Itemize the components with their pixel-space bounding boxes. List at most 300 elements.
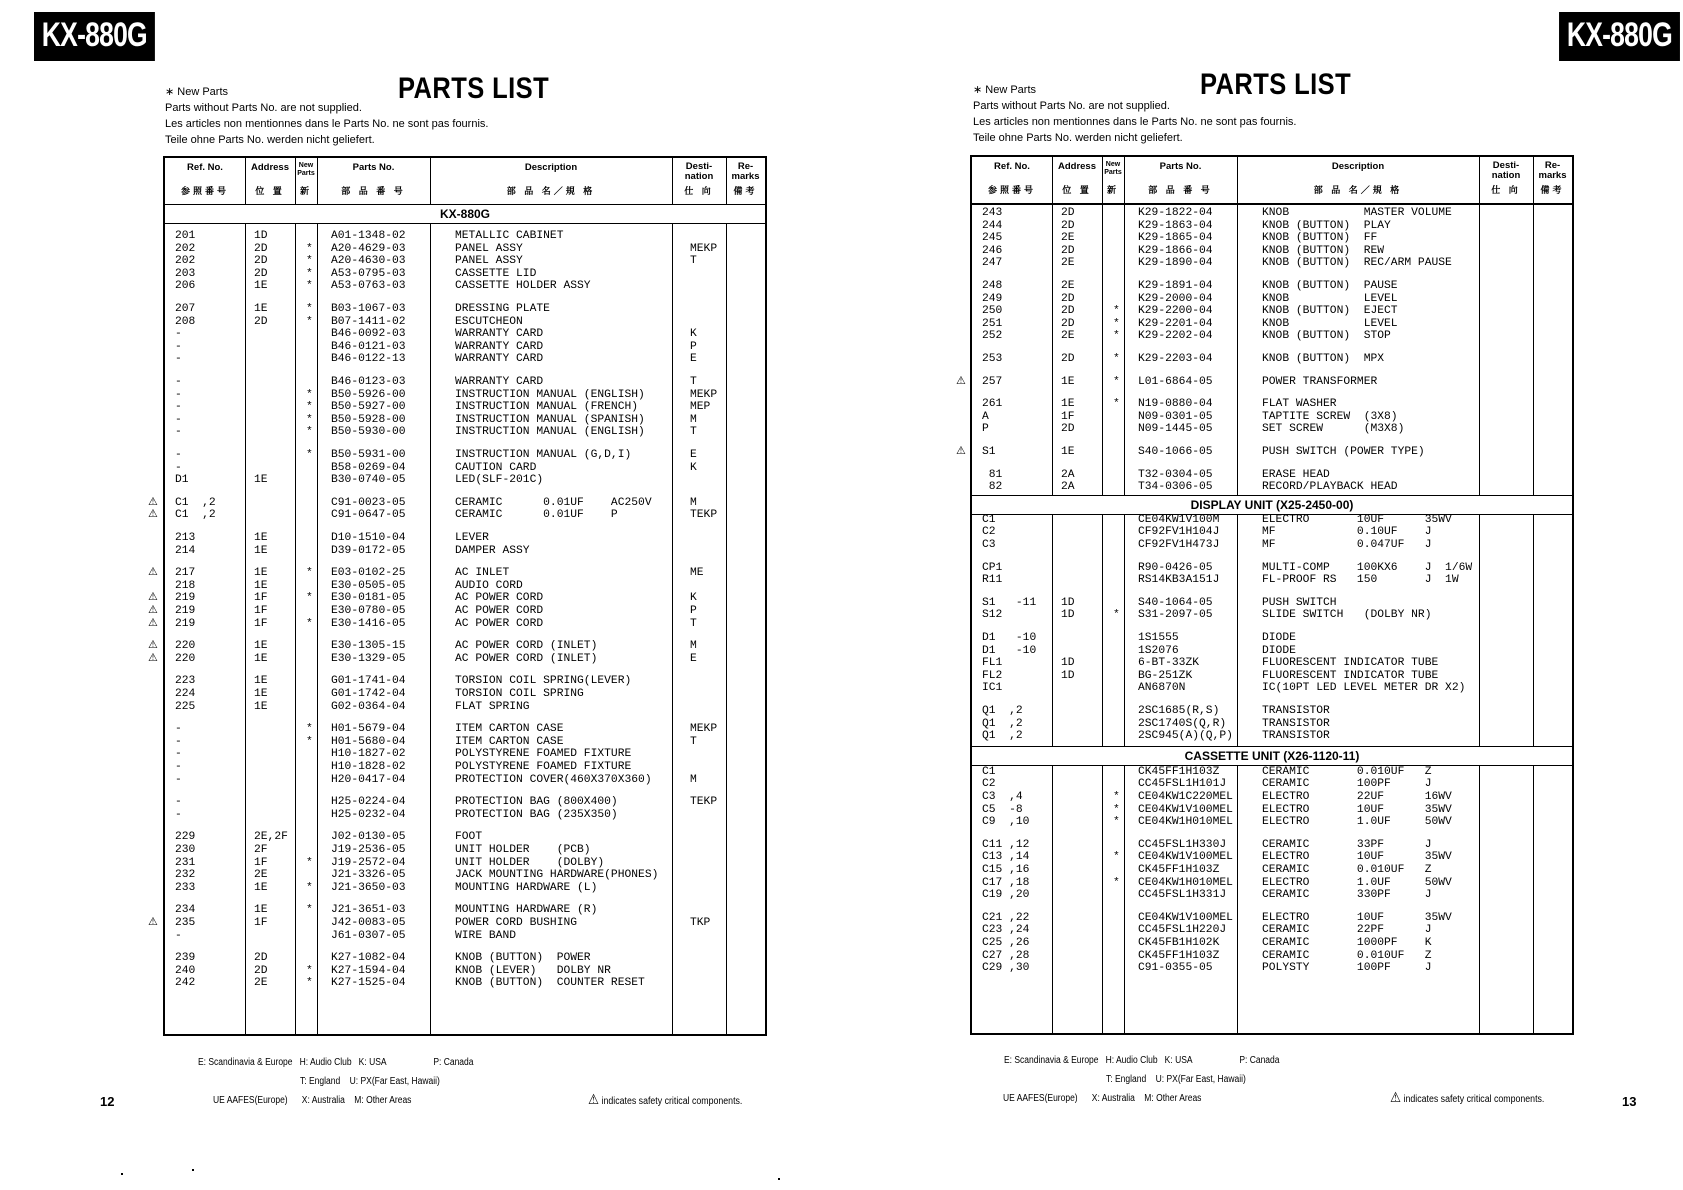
destination-cell: T [690, 735, 697, 748]
table-row [165, 796, 765, 809]
description-cell: WARRANTY CARD [455, 376, 544, 388]
part-number-cell: G02-0364-04 [331, 700, 406, 713]
ref-cell: 201 [175, 230, 196, 242]
footer-line-3 [213, 1094, 411, 1108]
part-number-cell: N09-0301-05 [1138, 410, 1213, 423]
destination-cell: E [690, 449, 697, 461]
col-description-label: Description [524, 162, 578, 173]
description-cell: RECORD/PLAYBACK HEAD [1262, 481, 1398, 494]
safety-warning-icon: ⚠ [148, 566, 158, 579]
new-mark-cell: * [306, 964, 313, 977]
address-cell: 2D [254, 964, 268, 977]
new-mark-cell: * [306, 388, 313, 401]
speck [121, 1173, 123, 1175]
address-cell: 2E [254, 977, 268, 990]
address-cell: 2D [1061, 353, 1075, 365]
new-mark-cell: * [306, 242, 313, 255]
table-row [972, 682, 1572, 695]
description-cell: POWER CORD BUSHING [455, 917, 578, 929]
ref-cell: R11 [982, 574, 1003, 587]
ref-cell: Q1 ,2 [982, 705, 1023, 717]
address-cell: 1E [1061, 398, 1075, 411]
address-cell: 1E [254, 688, 268, 700]
dest-u: U: PX(Far East, Hawaii) [1155, 1074, 1246, 1085]
col-ref-label: Ref. No. [187, 162, 223, 173]
col-address-label-jp: 位 置 [1062, 185, 1092, 195]
new-mark-cell: * [306, 904, 313, 917]
ref-cell: C19 ,20 [982, 889, 1030, 902]
destination-cell: T [690, 617, 697, 630]
col-new-label-jp: 新 [1106, 185, 1119, 195]
ref-cell: 232 [175, 869, 196, 882]
table-row [165, 869, 765, 882]
description-cell: ELECTRO 10UF 35WV [1262, 851, 1452, 864]
description-cell: ITEM CARTON CASE [455, 735, 564, 748]
ref-cell: C27 ,28 [982, 949, 1030, 962]
part-number-cell: K29-2200-04 [1138, 305, 1213, 318]
right-page [860, 0, 1680, 1190]
ref-cell: 252 [982, 330, 1003, 343]
part-number-cell: E03-0102-25 [331, 567, 406, 580]
table-row [972, 632, 1572, 645]
french-note: Les articles non mentionnes dans le Parts No. ne sont pas fournis. [165, 118, 489, 130]
part-number-cell: S40-1064-05 [1138, 596, 1213, 609]
table-row [165, 532, 765, 545]
description-cell: PROTECTION BAG (800X400) [455, 796, 618, 809]
part-number-cell: H10-1827-02 [331, 748, 406, 761]
french-note: Les articles non mentionnes dans le Parts No. ne sont pas fournis. [973, 116, 1297, 128]
dest-h: H: Audio Club [1105, 1055, 1158, 1066]
col-description-label: Description [1331, 161, 1385, 172]
ref-cell: 203 [175, 267, 196, 280]
description-cell: KNOB LEVEL [1262, 292, 1398, 305]
description-cell: MOUNTING HARDWARE (R) [455, 904, 598, 917]
description-cell: CERAMIC 0.010UF Z [1262, 949, 1432, 962]
part-number-cell: A53-0763-03 [331, 280, 406, 293]
part-number-cell: B50-5930-00 [331, 426, 406, 439]
table-row [165, 774, 765, 787]
col-new-label: New Parts [297, 162, 315, 177]
ref-cell: 202 [175, 242, 196, 255]
dest-ue: UE AAFES(Europe) [213, 1095, 288, 1106]
description-cell: MOUNTING HARDWARE (L) [455, 881, 598, 894]
dest-x: X: Australia [1091, 1093, 1135, 1104]
description-cell: KNOB (BUTTON) COUNTER RESET [455, 977, 645, 990]
not-supplied-note: Parts without Parts No. are not supplied. [165, 102, 362, 114]
new-parts-note: ∗ New Parts [973, 84, 1037, 96]
table-row [972, 305, 1572, 318]
description-cell: AUDIO CORD [455, 579, 523, 592]
destination-cell: K [690, 328, 697, 341]
part-number-cell: K27-1525-04 [331, 977, 406, 990]
new-mark-cell: * [306, 723, 313, 736]
part-number-cell: CE04KW1C220MEL [1138, 791, 1233, 803]
description-cell: AC POWER CORD [455, 617, 544, 630]
description-cell: AC POWER CORD [455, 592, 544, 605]
description-cell: LEVER [455, 532, 489, 544]
description-cell: WARRANTY CARD [455, 328, 544, 341]
part-number-cell: S40-1066-05 [1138, 446, 1213, 458]
col-destination-label: Desti- nation [684, 161, 714, 182]
description-cell: PANEL ASSY [455, 255, 523, 268]
ref-cell: 223 [175, 675, 196, 688]
ref-cell: 225 [175, 700, 196, 713]
address-cell: 1E [254, 881, 268, 894]
description-cell: AC POWER CORD (INLET) [455, 652, 598, 665]
ref-cell: C23 ,24 [982, 924, 1030, 937]
description-cell: AC INLET [455, 567, 510, 580]
ref-cell: 240 [175, 964, 196, 977]
dest-p: P: Canada [433, 1057, 474, 1068]
description-cell: INSTRUCTION MANUAL (ENGLISH) [455, 388, 645, 401]
part-number-cell: 6-BT-33ZK [1138, 657, 1200, 670]
ref-cell: C2 [982, 526, 996, 539]
dest-m: M: Other Areas [1144, 1093, 1202, 1104]
description-cell: ELECTRO 10UF 35WV [1262, 803, 1452, 816]
table-row [165, 857, 765, 870]
table-row [165, 567, 765, 580]
table-row [165, 341, 765, 354]
address-cell: 2E [254, 869, 268, 882]
description-cell: WIRE BAND [455, 929, 517, 942]
ref-cell: CP1 [982, 561, 1003, 574]
new-mark-cell: * [1113, 317, 1120, 330]
ref-cell: 242 [175, 977, 196, 990]
address-cell: 1F [254, 605, 268, 617]
page-number: 12 [100, 1094, 115, 1109]
part-number-cell: J42-0083-05 [331, 917, 406, 929]
description-cell: DRESSING PLATE [455, 303, 550, 315]
part-number-cell: E30-1305-15 [331, 640, 406, 653]
ref-cell: D1 -10 [982, 644, 1037, 657]
dest-t: T: England [300, 1076, 341, 1087]
safety-warning-icon: ⚠ [148, 916, 158, 928]
footer-line-2 [300, 1075, 440, 1089]
destination-cell: P [690, 605, 697, 617]
part-number-cell: K29-2201-04 [1138, 317, 1213, 330]
part-number-cell: K29-2000-04 [1138, 292, 1213, 305]
dest-u: U: PX(Far East, Hawaii) [349, 1076, 440, 1087]
description-cell: METALLIC CABINET [455, 230, 564, 242]
part-number-cell: H25-0232-04 [331, 808, 406, 821]
address-cell: 2D [254, 267, 268, 280]
new-mark-cell: * [1113, 305, 1120, 318]
part-number-cell: D10-1510-04 [331, 532, 406, 544]
parts-table [970, 155, 1574, 1035]
part-number-cell: B07-1411-02 [331, 315, 406, 328]
table-row [972, 330, 1572, 343]
ref-cell: IC1 [982, 682, 1003, 695]
ref-cell: C1 ,2 [175, 509, 216, 522]
ref-cell: 218 [175, 579, 196, 592]
table-row [972, 597, 1572, 610]
part-number-cell: CE04KW1H010MEL [1138, 816, 1233, 829]
description-cell: DAMPER ASSY [455, 544, 530, 557]
description-cell: CERAMIC 33PF J [1262, 838, 1432, 851]
part-number-cell: D39-0172-05 [331, 544, 406, 557]
description-cell: CAUTION CARD [455, 461, 537, 474]
part-number-cell: R90-0426-05 [1138, 561, 1213, 574]
parts-table [163, 156, 767, 1036]
part-number-cell: 1S2076 [1138, 644, 1179, 657]
new-mark-cell: * [306, 856, 313, 869]
part-number-cell: K29-1863-04 [1138, 219, 1213, 232]
address-cell: 2D [1061, 207, 1075, 219]
description-cell: CERAMIC 330PF J [1262, 889, 1432, 902]
warning-icon: ⚠ [588, 1091, 600, 1107]
table-row [972, 924, 1572, 937]
safety-warning-icon: ⚠ [148, 604, 158, 616]
part-number-cell: K29-1890-04 [1138, 257, 1213, 270]
new-mark-cell: * [306, 977, 313, 990]
part-number-cell: J21-3326-05 [331, 869, 406, 882]
model-badge: KX-880G [34, 12, 155, 61]
part-number-cell: 2SC1740S(Q,R) [1138, 717, 1227, 730]
description-cell: ERASE HEAD [1262, 468, 1330, 481]
ref-cell: C1 [982, 765, 996, 778]
address-cell: 1E [254, 567, 268, 580]
part-number-cell: A01-1348-02 [331, 230, 406, 242]
part-number-cell: C91-0023-05 [331, 496, 406, 509]
ref-cell: 253 [982, 353, 1003, 365]
table-row [165, 316, 765, 329]
description-cell: SET SCREW (M3X8) [1262, 423, 1405, 436]
new-mark-cell: * [1113, 375, 1120, 388]
ref-cell: 251 [982, 317, 1003, 330]
ref-cell: FL1 [982, 657, 1003, 670]
description-cell: TRANSISTOR [1262, 705, 1330, 717]
description-cell: PROTECTION BAG (235X350) [455, 808, 618, 821]
part-number-cell: CK45FB1H102K [1138, 937, 1220, 949]
part-number-cell: E30-1416-05 [331, 617, 406, 630]
part-number-cell: CE04KW1H010MEL [1138, 876, 1233, 889]
part-number-cell: B46-0092-03 [331, 328, 406, 341]
table-row [165, 736, 765, 749]
safety-warning-icon: ⚠ [148, 616, 158, 629]
ref-cell: 250 [982, 305, 1003, 318]
new-mark-cell: * [306, 315, 313, 328]
description-cell: TORSION COIL SPRING [455, 688, 584, 700]
table-row [165, 230, 765, 243]
description-cell: PROTECTION COVER(460X370X360) [455, 773, 652, 786]
ref-cell: 248 [982, 280, 1003, 292]
ref-cell: 230 [175, 844, 196, 856]
description-cell: KNOB (BUTTON) MPX [1262, 353, 1385, 365]
table-row [972, 446, 1572, 459]
part-number-cell: CC45FSL1H101J [1138, 778, 1227, 791]
ref-cell: 247 [982, 257, 1003, 270]
ref-cell: 219 [175, 605, 196, 617]
new-mark-cell: * [306, 267, 313, 280]
ref-cell: FL2 [982, 669, 1003, 682]
destination-cell: M [690, 496, 697, 509]
description-cell: FL-PROOF RS 150 J 1W [1262, 574, 1459, 587]
ref-cell: 231 [175, 856, 196, 869]
ref-cell: 81 [982, 468, 1003, 481]
address-cell: 1E [1061, 446, 1075, 458]
table-row [972, 207, 1572, 220]
part-number-cell: CE04KW1V100MEL [1138, 851, 1233, 864]
new-mark-cell: * [306, 303, 313, 315]
description-cell: KNOB (BUTTON) POWER [455, 952, 591, 965]
table-row [165, 462, 765, 475]
part-number-cell: B50-5931-00 [331, 449, 406, 461]
part-number-cell: B03-1067-03 [331, 303, 406, 315]
col-destination-label-jp: 仕 向 [1491, 185, 1521, 195]
part-number-cell: B50-5927-00 [331, 401, 406, 414]
table-row [972, 245, 1572, 258]
part-number-cell: K29-2203-04 [1138, 353, 1213, 365]
ref-cell: D1 -10 [982, 632, 1037, 644]
description-cell: UNIT HOLDER (DOLBY) [455, 856, 605, 869]
table-row [165, 497, 765, 510]
part-number-cell: 2SC945(A)(Q,P) [1138, 730, 1233, 743]
part-number-cell: T34-0306-05 [1138, 481, 1213, 494]
table-row [972, 469, 1572, 482]
destination-cell: T [690, 426, 697, 439]
description-cell: INSTRUCTION MANUAL (G,D,I) [455, 449, 632, 461]
description-cell: WARRANTY CARD [455, 353, 544, 366]
table-row [972, 877, 1572, 890]
ref-cell: 220 [175, 640, 196, 653]
description-cell: KNOB LEVEL [1262, 317, 1398, 330]
ref-cell: 229 [175, 831, 196, 844]
ref-cell: 243 [982, 207, 1003, 219]
safety-warning-icon: ⚠ [148, 639, 158, 652]
description-cell: CERAMIC 1000PF K [1262, 937, 1432, 949]
ref-cell: 233 [175, 881, 196, 894]
address-cell: 1F [1061, 410, 1075, 423]
part-number-cell: CC45FSL1H220J [1138, 924, 1227, 937]
part-number-cell: A53-0795-03 [331, 267, 406, 280]
description-cell: PUSH SWITCH [1262, 596, 1337, 609]
part-number-cell: J21-3651-03 [331, 904, 406, 917]
speck [192, 1169, 194, 1171]
part-number-cell: C91-0355-05 [1138, 962, 1213, 975]
table-row [972, 423, 1572, 436]
ref-cell: - [175, 773, 182, 786]
table-row [972, 912, 1572, 925]
table-header [972, 157, 1572, 205]
description-cell: KNOB (BUTTON) REW [1262, 244, 1385, 257]
destination-cell: K [690, 461, 697, 474]
col-parts-no-label-jp: 部 品 番 号 [1148, 185, 1213, 195]
part-number-cell: B50-5928-00 [331, 413, 406, 426]
table-row [165, 844, 765, 857]
address-cell: 2E,2F [254, 831, 288, 844]
description-cell: INSTRUCTION MANUAL (ENGLISH) [455, 426, 645, 439]
table-row [972, 778, 1572, 791]
table-row [972, 889, 1572, 902]
ref-cell: - [175, 761, 182, 773]
ref-cell: C25 ,26 [982, 937, 1030, 949]
table-row [165, 426, 765, 439]
description-cell: FLAT WASHER [1262, 398, 1337, 411]
ref-cell: 234 [175, 904, 196, 917]
address-cell: 1E [254, 700, 268, 713]
safety-warning-icon: ⚠ [148, 495, 158, 508]
description-cell: WARRANTY CARD [455, 340, 544, 353]
ref-cell: 246 [982, 244, 1003, 257]
address-cell: 2D [1061, 219, 1075, 232]
description-cell: POLYSTY 100PF J [1262, 962, 1432, 975]
german-note: Teile ohne Parts No. werden nicht geliefert. [165, 134, 375, 146]
description-cell: PUSH SWITCH (POWER TYPE) [1262, 446, 1425, 458]
col-new-label-jp: 新 [299, 186, 312, 196]
section-title: KX-880G [165, 204, 765, 224]
new-mark-cell: * [1113, 851, 1120, 864]
col-parts-no-label: Parts No. [352, 162, 395, 173]
new-mark-cell: * [1113, 330, 1120, 343]
table-row [972, 398, 1572, 411]
ref-cell: C1 ,2 [175, 496, 216, 509]
part-number-cell: E30-0505-05 [331, 579, 406, 592]
part-number-cell: RS14KB3A151J [1138, 574, 1220, 587]
table-row [165, 618, 765, 631]
table-row [165, 376, 765, 389]
ref-cell: 208 [175, 315, 196, 328]
table-row [165, 592, 765, 605]
table-row [972, 411, 1572, 424]
address-cell: 2E [1061, 280, 1075, 292]
address-cell: 2D [1061, 317, 1075, 330]
part-number-cell: H01-5680-04 [331, 735, 406, 748]
col-description-label-jp: 部 品 名／規 格 [1313, 185, 1403, 195]
table-row [165, 280, 765, 293]
table-row [165, 831, 765, 844]
ref-cell: C21 ,22 [982, 911, 1030, 924]
table-row [972, 574, 1572, 587]
part-number-cell: AN6870N [1138, 682, 1186, 695]
address-cell: 1E [254, 904, 268, 917]
table-row [972, 791, 1572, 804]
part-number-cell: CE04KW1V100M [1138, 513, 1220, 526]
dest-p: P: Canada [1239, 1055, 1280, 1066]
not-supplied-note: Parts without Parts No. are not supplied. [973, 100, 1170, 112]
address-cell: 2D [254, 315, 268, 328]
ref-cell: A [982, 410, 989, 423]
ref-cell: - [175, 461, 182, 474]
address-cell: 1D [1061, 596, 1075, 609]
dest-ue: UE AAFES(Europe) [1003, 1093, 1078, 1104]
left-page [0, 0, 820, 1190]
part-number-cell: J21-3650-03 [331, 881, 406, 894]
ref-cell: 219 [175, 617, 196, 630]
page-number: 13 [1622, 1094, 1637, 1109]
col-address-label: Address [250, 162, 289, 173]
table-row [972, 937, 1572, 950]
new-mark-cell: * [306, 401, 313, 414]
destination-cell: TKP [690, 917, 711, 929]
col-remarks-label: Re- marks [731, 161, 760, 182]
part-number-cell: CK45FF1H103Z [1138, 864, 1220, 876]
address-cell: 2D [254, 255, 268, 268]
ref-cell: 261 [982, 398, 1003, 411]
description-cell: INSTRUCTION MANUAL (SPANISH) [455, 413, 645, 426]
part-number-cell: H01-5679-04 [331, 723, 406, 736]
part-number-cell: CC45FSL1H330J [1138, 838, 1227, 851]
part-number-cell: B30-0740-05 [331, 474, 406, 487]
col-description-label-jp: 部 品 名／規 格 [506, 186, 596, 196]
description-cell: KNOB (BUTTON) PAUSE [1262, 280, 1398, 292]
part-number-cell: B46-0122-13 [331, 353, 406, 366]
description-cell: ELECTRO 10UF 35WV [1262, 513, 1452, 526]
table-row [165, 580, 765, 593]
part-number-cell: K29-1891-04 [1138, 280, 1213, 292]
new-mark-cell: * [306, 449, 313, 461]
footer-line-1 [198, 1056, 473, 1070]
ref-cell: - [175, 401, 182, 414]
